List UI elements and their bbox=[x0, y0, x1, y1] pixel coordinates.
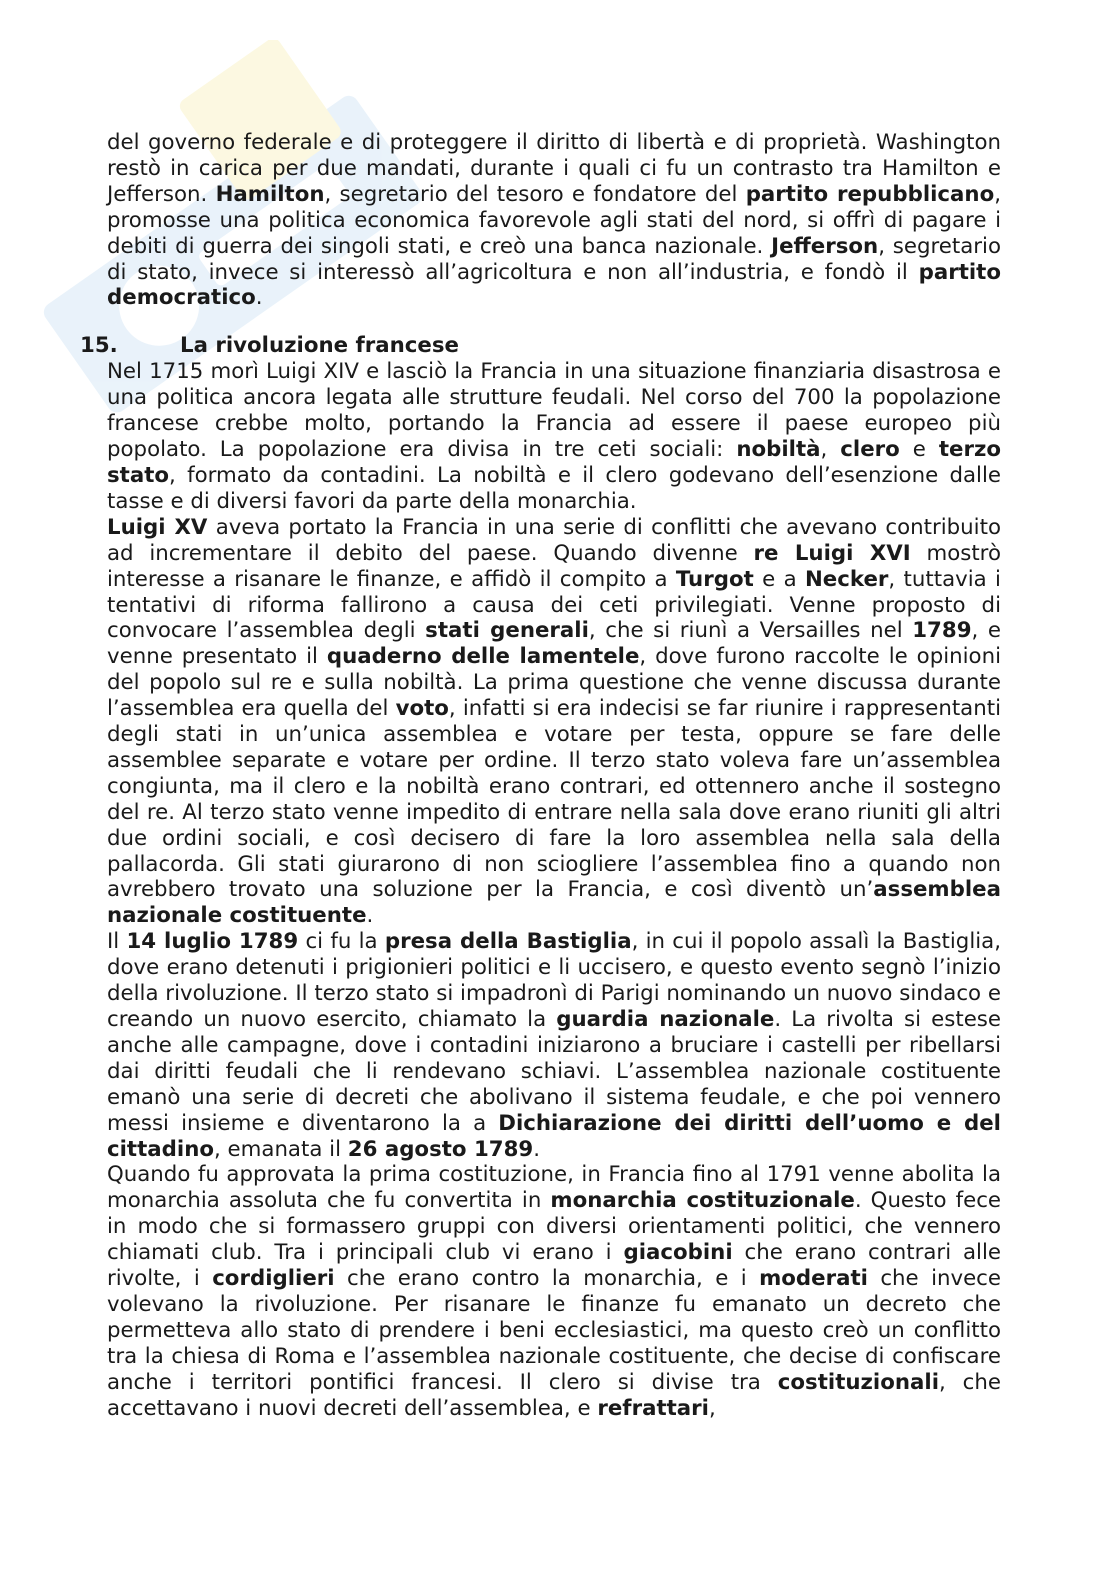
text-run: , e venne presentato il bbox=[107, 618, 1001, 670]
text-run: , emanata il bbox=[214, 1136, 348, 1162]
bold-term: terzo stato bbox=[107, 437, 1001, 488]
bold-term: Hamilton bbox=[215, 181, 325, 207]
bold-term: clero bbox=[840, 437, 900, 463]
bold-term: Necker bbox=[804, 566, 889, 592]
paragraph-3 bbox=[107, 515, 1001, 930]
bold-term: giacobini bbox=[623, 1240, 733, 1266]
text-run: , promosse una politica economica favorevole agli stati del nord, si offrì di pagare i debiti di guerra dei singoli stati, e creò una banca nazionale. bbox=[107, 181, 1002, 259]
text-run: Il bbox=[107, 929, 127, 955]
text-run: mostrò interesse a risanare le finanze, e affidò il compito a bbox=[107, 540, 1001, 592]
section-number: 15. bbox=[80, 333, 118, 359]
text-run: , segretario del tesoro e fondatore del bbox=[324, 181, 746, 207]
text-run: che erano contro la monarchia, e i bbox=[334, 1266, 760, 1292]
bold-term: 26 agosto 1789 bbox=[347, 1136, 534, 1162]
text-run: , bbox=[708, 1395, 716, 1421]
bold-term: presa della Bastiglia bbox=[384, 929, 632, 955]
text-run: Quando fu approvata la prima costituzione, in Francia fino al 1791 venne abolita la monarchia assoluta che fu convertita in bbox=[107, 1162, 1001, 1214]
text-run: . bbox=[255, 285, 263, 311]
bold-term: stati generali bbox=[425, 618, 589, 644]
bold-term: costituzionali bbox=[777, 1369, 939, 1395]
text-run: , infatti si era indecisi se far riunire i rappresentanti degli stati in un’unica assemblea e votare per testa, oppure se fare delle assemblee separate e votare per ordine. Il terzo stato voleva fare un’assemblea congiunta, ma il clero e la nobiltà erano contrari, ed ottennero anche il sostegno del re. Al terzo stato venne impedito di entrare nella sala dove erano riuniti gli altri due ordini sociali, e così decisero di fare la loro assemblea nella sala della pallacorda. Gli stati giurarono di non sciogliere l’assemblea fino a quando non avrebbero trovato una soluzione per la Francia, e così diventò un’ bbox=[107, 696, 1001, 903]
text-run: , che si riunì a Versailles nel bbox=[588, 618, 913, 644]
bold-term: Dichiarazione dei diritti dell’uomo e del cittadino bbox=[107, 1110, 1001, 1162]
text-run: e bbox=[899, 437, 939, 463]
bold-term: monarchia costituzionale bbox=[550, 1188, 855, 1214]
bold-term: Jefferson bbox=[771, 233, 879, 259]
section-heading bbox=[80, 333, 1001, 359]
paragraph-1 bbox=[107, 130, 1001, 311]
text-run: , tuttavia i tentativi di riforma fallirono a causa dei ceti privilegiati. Venne proposto di convocare l’assemblea degli bbox=[107, 566, 1001, 644]
bold-term: moderati bbox=[759, 1266, 868, 1292]
text-run: aveva portato la Francia in una serie di conflitti che avevano contribuito ad incrementare il debito del paese. Quando divenne bbox=[107, 514, 1001, 566]
bold-term: nobiltà bbox=[736, 437, 821, 463]
text-run: , formato da contadini. La nobiltà e il clero godevano dell’esenzione dalle tasse e di diversi favori da parte della monarchia. bbox=[107, 462, 1001, 514]
text-run: , dove furono raccolte le opinioni del popolo sul re e sulla nobiltà. La prima questione che venne discussa durante l’assemblea era quella del bbox=[107, 644, 1001, 722]
text-run: , bbox=[820, 437, 841, 463]
text-run: , in cui il popolo assalì la Bastiglia, dove erano detenuti i prigionieri politici e li uccisero, e questo evento segnò l’inizio della rivoluzione. Il terzo stato si impadronì di Parigi nominando un nuovo sindaco e creando un nuovo esercito, chiamato la bbox=[107, 929, 1001, 1032]
bold-term: quaderno delle lamentele bbox=[326, 644, 640, 670]
text-run: , segretario di stato, invece si interessò all’agricoltura e non all’industria, e fondò il bbox=[107, 233, 1002, 285]
bold-term: voto bbox=[395, 696, 449, 722]
text-run: che invece volevano la rivoluzione. Per risanare le finanze fu emanato un decreto che permetteva allo stato di prendere i beni ecclesiastici, ma questo creò un conflitto tra la chiesa di Roma e l’assemblea nazionale costituente, che decise di confiscare anche i territori pontifici francesi. Il clero si divise tra bbox=[107, 1266, 1001, 1395]
bold-term: cordiglieri bbox=[212, 1266, 335, 1292]
text-run: , che accettavano i nuovi decreti dell’assemblea, e bbox=[107, 1369, 1001, 1421]
bold-term: Luigi XV bbox=[107, 514, 208, 540]
bold-term: partito democratico bbox=[107, 259, 1001, 311]
text-run: Nel 1715 morì Luigi XIV e lasciò la Francia in una situazione finanziaria disastrosa e una politica ancora legata alle strutture feudali. Nel corso del 700 la popolazione francese crebbe molto, portando la Francia ad essere il paese europeo più popolato. La popolazione era divisa in tre ceti sociali: bbox=[107, 359, 1001, 463]
text-run: . bbox=[366, 903, 374, 929]
text-run: che erano contrari alle rivolte, i bbox=[107, 1240, 1001, 1292]
text-run: e a bbox=[753, 566, 805, 592]
bold-term: refrattari bbox=[597, 1395, 709, 1421]
paragraph-5 bbox=[107, 1162, 1001, 1421]
section-title: La rivoluzione francese bbox=[180, 333, 459, 359]
bold-term: partito repubblicano bbox=[745, 181, 995, 207]
text-run: . bbox=[533, 1136, 541, 1162]
paragraph-2 bbox=[107, 359, 1001, 514]
text-run: . La rivolta si estese anche alle campagne, dove i contadini iniziarono a bruciare i castelli per ribellarsi dai diritti feudali che li rendevano schiavi. L’assemblea nazionale costituente emanò una serie di decreti che abolivano il sistema feudale, e che poi vennero messi insieme e diventarono la a bbox=[107, 1007, 1002, 1136]
text-run: ci fu la bbox=[298, 929, 385, 955]
bold-term: guardia nazionale bbox=[556, 1007, 775, 1032]
text-run: del governo federale e di proteggere il diritto di libertà e di proprietà. Washington restò in carica per due mandati, durante i quali ci fu un contrasto tra Hamilton e Jefferson. bbox=[107, 130, 1001, 207]
bold-term: 1789 bbox=[912, 618, 972, 644]
document-page bbox=[80, 130, 1002, 1422]
bold-term: re Luigi XVI bbox=[753, 540, 911, 566]
bold-term: 14 luglio 1789 bbox=[126, 929, 299, 955]
paragraph-4 bbox=[107, 929, 1001, 1162]
bold-term: Turgot bbox=[675, 566, 754, 592]
bold-term: assemblea nazionale costituente bbox=[107, 877, 1001, 929]
text-run: . Questo fece in modo che si formassero gruppi con diversi orientamenti politici, che vennero chiamati club. Tra i principali club vi erano i bbox=[107, 1188, 1002, 1266]
